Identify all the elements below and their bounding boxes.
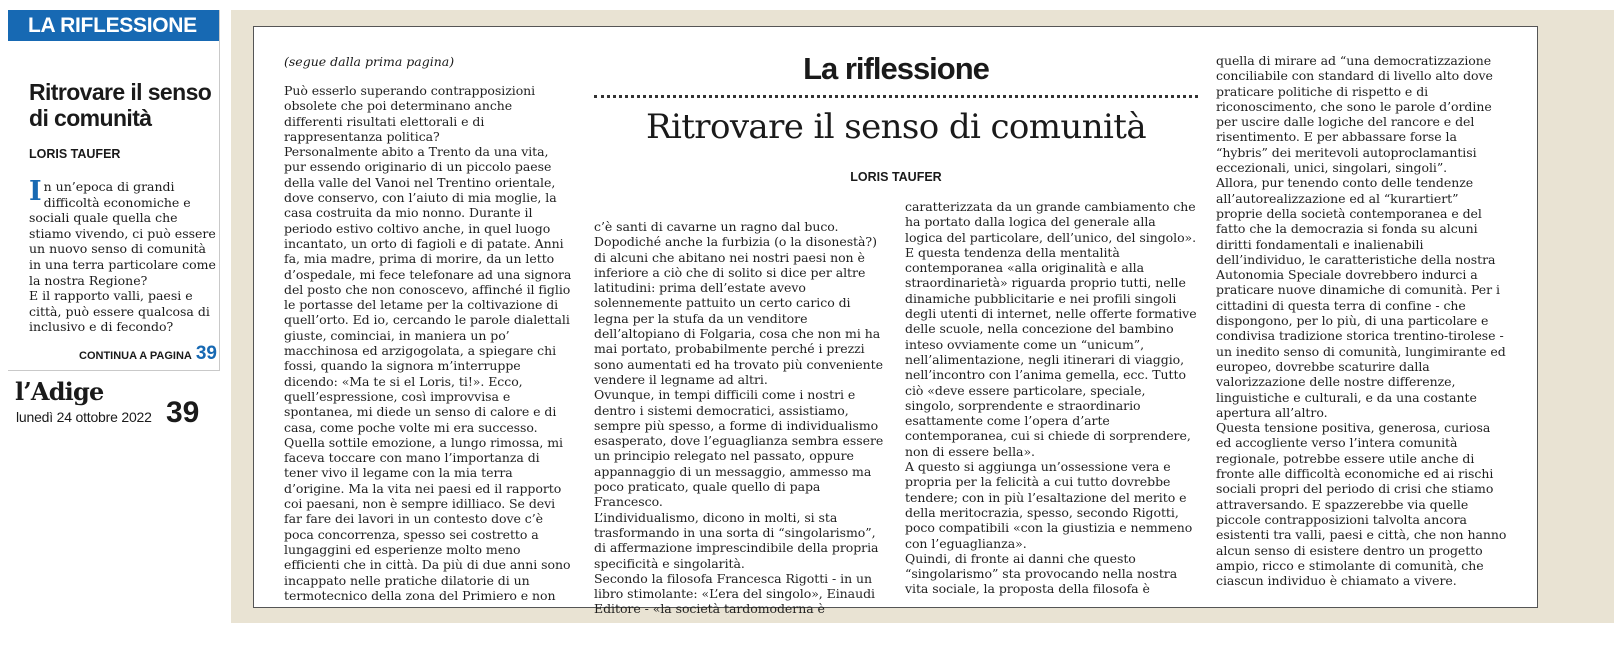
article-column-2 [594,219,886,617]
continued-note: (segue dalla prima pagina) [284,54,455,69]
teaser-title[interactable]: Ritrovare il senso di comunità [29,79,212,131]
page-number: 39 [166,396,200,429]
section-badge: LA RIFLESSIONE [8,10,219,41]
article-paragraph: Allora, pur tenendo conto delle tendenze all’autorealizzazione ed al “kurartiert” proprie della società contemporanea e del fatto che la democrazia si fonda su alcuni diritti fondamentali e inalienabili dell’individuo, le caratteristiche della nostra Autonomia Speciale dovrebbero indurci a praticare nuove dinamiche di comunità. Per i cittadini di questa terra di confine - che dispongono, per lo più, di una particolare e condivisa tradizione storica trentino-tirolese - un inedito senso di comunità, lungimirante ed europeo, dovrebbe scaturire dalla valorizzazione delle nostre differenze, linguistiche e culturali, e da una costante apertura all’altro. [1216,175,1506,420]
teaser-lead-paragraph: In un’epoca di grandi difficoltà economiche e sociali quale quella che stiamo vivendo, ci può essere un nuovo senso di comunità in una terra particolare come la nostra Regione? [29,176,216,288]
article-paragraph: Questa tensione positiva, generosa, curiosa ed accogliente verso l’intera comunità regionale, potrebbe essere utile anche di fronte alle difficoltà economiche ed ai rischi sociali propri del periodo di crisi che stiamo attraversando. E spazzerebbe via quelle piccole contrapposizioni talvolta ancora esistenti tra valli, paesi e città, che non hanno alcun senso di esistere dentro un progetto ampio, ricco e stimolante di comunità, che ciascun individuo è chiamato a vivere. [1216,420,1507,589]
article-paragraph: c’è santi di cavarne un ragno dal buco. Dopodiché anche la furbizia (o la disonestà?) di alcuni che abitano nei nostri paesi non è inferiore a ciò che di solito si dice per altre latitudini: prima dell’estate avevo solennemente pattuito un certo carico di legna per la stufa da un venditore dell’altopiano di Folgaria, cosa che non mi ha mai portato, probabilmente perché i prezzi sono aumentati ed ha trovato più conveniente vendere il legname ad altri. [594,219,883,387]
continue-label[interactable]: CONTINUA A PAGINA [79,350,192,362]
article-paragraph: L’individualismo, dicono in molti, si sta trasformando in una sorta di “singolarismo”, di affermazione imprescindibile della propria specificità e singolarità. [594,509,879,571]
article-paragraph: Secondo la filosofa Francesca Rigotti - in un libro stimolante: «L’era del singolo», Einaudi Editore - «la società tardomoderna è [594,570,875,617]
article-paragraph: caratterizzata da un grande cambiamento che ha portato dalla logica del generale alla logica del particolare, dell’unico, del singolo». E questa tendenza della mentalità contemporanea «alla originalità e alla straordinarietà» riguarda proprio tutti, nelle dinamiche pubblicitarie e nei profili singoli degli utenti di internet, nelle offerte formative delle scuole, nella concezione del bambino inteso ovviamente come un “unicum”, nell’alimentazione, negli itinerari di viaggio, nell’incontro con l’anima gemella, ecc. Tutto ciò «deve essere particolare, speciale, singolo, sorprendente e straordinario esattamente come l’opera d’arte contemporanea, cui si chiede di sorprendere, non di essere bella». [905,199,1197,459]
dotted-divider [594,95,1198,98]
front-page-teaser [8,10,220,371]
article-paragraph: Può esserlo superando contrapposizioni obsolete che poi determinano anche differenti risultati elettorali e di rappresentanza politica? [284,83,536,144]
teaser-author: LORIS TAUFER [29,147,121,161]
article-paragraph: Quindi, di fronte ai danni che questo “singolarismo” sta provocando nella nostra vita sociale, la proposta della filosofa è [905,550,1178,597]
article-paragraph: quella di mirare ad “una democratizzazione conciliabile con standard di livello alto dove praticare politiche di rispetto e di riconoscimento, che sono le parole d’ordine per uscire dalle logiche del rancore e del risentimento. E per abbassare forse la “hybris” dei meritevoli autoproclamantisi eccezionali, unici, singolari, singoli”. [1216,53,1493,176]
issue-date: lunedì 24 ottobre 2022 [16,409,152,425]
article-byline: LORIS TAUFER [850,170,942,184]
newspaper-logo: l’Adige [15,377,104,406]
article-column-1 [284,83,574,603]
article-column-3 [905,199,1197,597]
article-paragraph: Personalmente abito a Trento da una vita, pur essendo originario di un piccolo paese della valle del Vanoi nel Trentino orientale, dove conservo, con l’aiuto di mia moglie, la casa costruita da mio nonno. Durante il periodo estivo coltivo anche, in quel luogo incantato, un orto di fagioli e di patate. Anni fa, mia madre, prima di morire, da un letto d’ospedale, mi fece telefonare ad una signora del posto che non conoscevo, affinché il figlio le portasse del letame per la coltivazione di quell’orto. Ed io, cercando le parole dialettali giuste, cominciai, in maniera un po’ macchinosa ed arzigogolata, a spiegare chi fossi, quando la signora m’interruppe dicendo: «Ma te si el Loris, ti!». Ecco, quell’espressione, così improvvisa e spontanea, mi diede un senso di calore e di casa, come poche volte mi era successo. [284,144,572,435]
article-page-frame [231,10,1614,623]
continue-page-number[interactable]: 39 [195,343,217,364]
article-column-4 [1216,53,1508,588]
article-headline: Ritrovare il senso di comunità [645,107,1147,147]
continue-link[interactable] [79,343,217,365]
article-paragraph: A questo si aggiunga un’ossessione vera e propria per la felicità a cui tutto dovrebbe tendere; con in più l’esaltazione del merito e della meritocrazia, spesso, secondo Rigotti, poco compatibili «con la giustizia e nemmeno con l’eguaglianza». [905,459,1193,551]
article-paragraph: Ovunque, in tempi difficili come i nostri e dentro i sistemi democratici, assistiamo, sempre più spesso, a forme di individualismo esasperato, dove l’eguaglianza sembra essere un principio relegato nel passato, oppure appannaggio di un messaggio, ammesso ma poco praticato, quale quello di papa Francesco. [594,387,884,510]
teaser-lead-paragraph: E il rapporto valli, paesi e città, può essere qualcosa di inclusivo e di fecondo? [29,288,210,335]
article-paragraph: Quella sottile emozione, a lungo rimossa, mi faceva toccare con mano l’importanza di tener vivo il legame con la mia terra d’origine. Ma la vita nei paesi ed il rapporto coi paesani, non è sempre idilliaco. Se devi far fare dei lavori in un contesto dove c’è poca concorrenza, spesso sei costretto a lungaggini ed esperienze molto meno efficienti che in città. Da più di due anni sono incappato nelle pratiche dilatorie di un termotecnico della zona del Primiero e non [284,434,571,603]
article-page [253,26,1538,617]
teaser-lead [29,176,219,335]
article-kicker: La riflessione [803,51,989,86]
